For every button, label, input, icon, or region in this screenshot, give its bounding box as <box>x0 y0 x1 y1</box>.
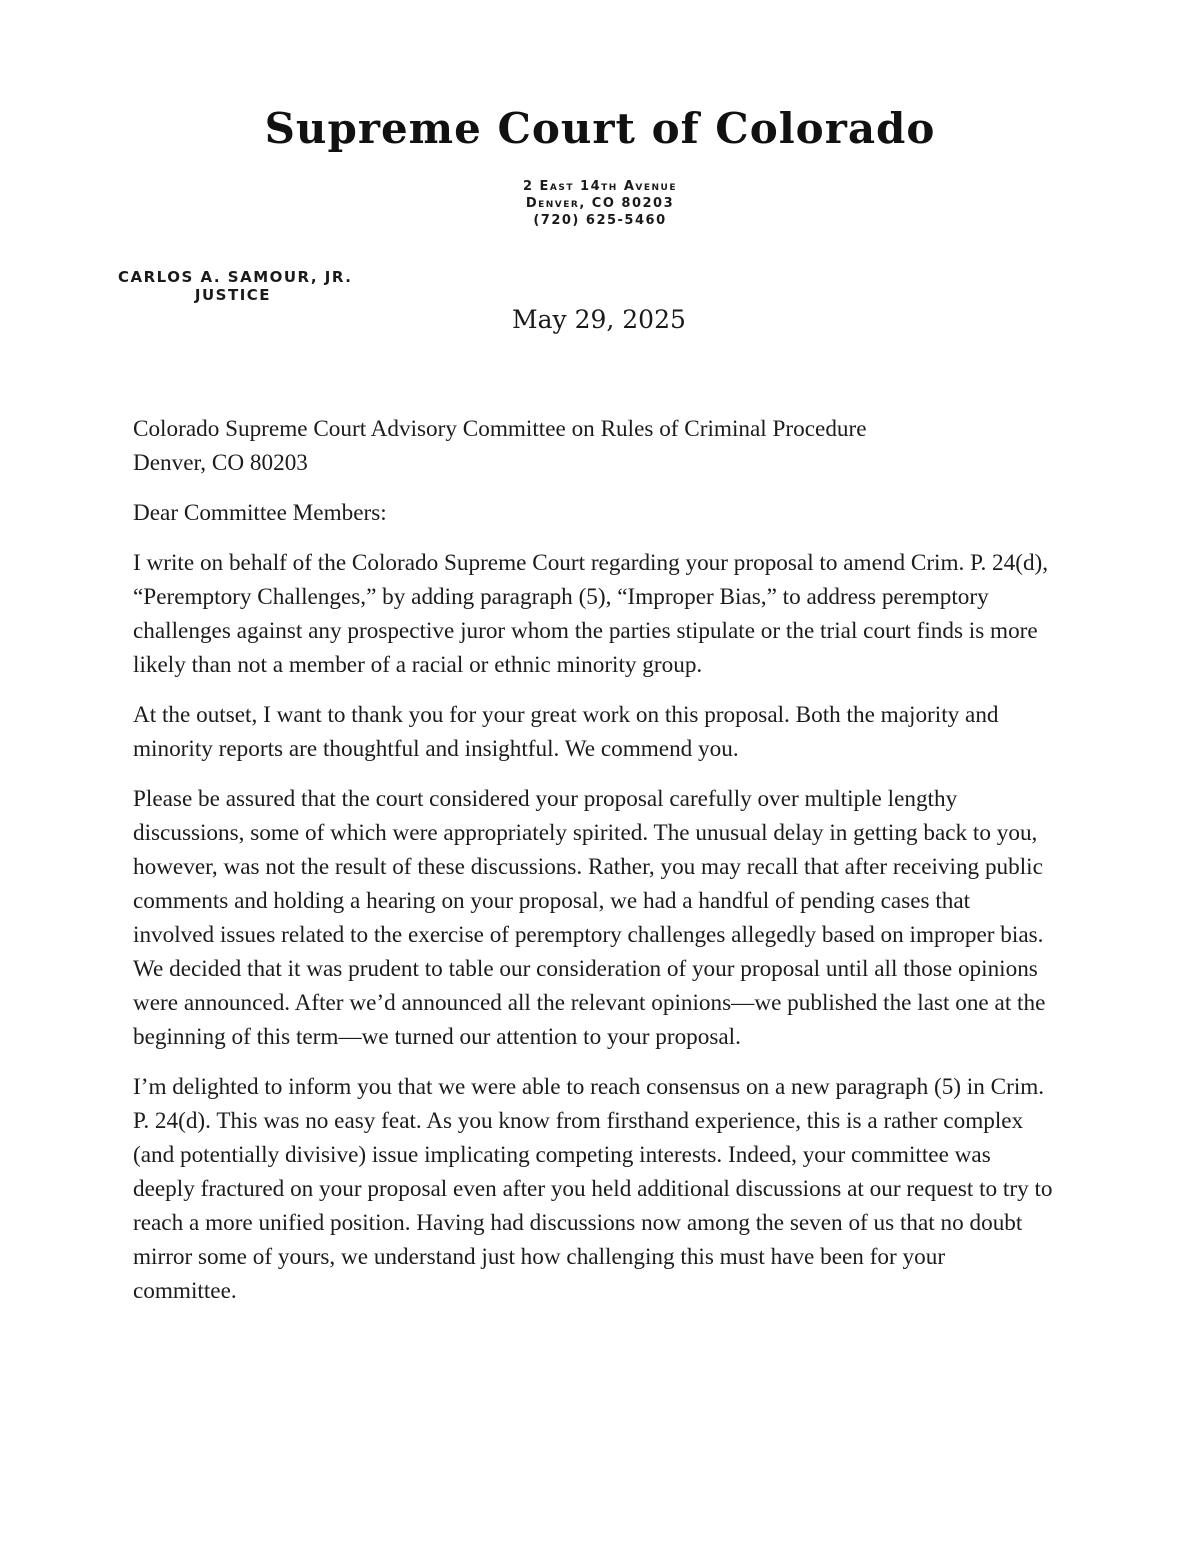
recipient-block <box>133 412 1053 480</box>
paragraph-4: I’m delighted to inform you that we were able to reach consensus on a new paragraph (5) in Crim. P. 24(d). This was no easy feat. As you know from firsthand experience, this is a rather complex (and potentially divisive) issue implicating competing interests. Indeed, your committee was deeply fractured on your proposal even after you held additional discussions at our request to try to reach a more unified position. Having had discussions now among the seven of us that no doubt mirror some of yours, we understand just how challenging this must have been for your committee. <box>133 1074 1053 1304</box>
recipient-line-2: Denver, CO 80203 <box>133 450 308 476</box>
sender-name: CARLOS A. SAMOUR, JR. <box>118 268 353 286</box>
letter-date: May 29, 2025 <box>512 305 686 334</box>
sender-title: JUSTICE <box>194 286 272 304</box>
court-address <box>0 178 1200 229</box>
salutation: Dear Committee Members: <box>133 500 387 526</box>
address-phone: (720) 625-5460 <box>533 213 667 228</box>
paragraph-2: At the outset, I want to thank you for your great work on this proposal. Both the majority and minority reports are thoughtful and insightful. We commend you. <box>133 702 999 762</box>
address-city: Denver, CO 80203 <box>525 196 675 211</box>
letter-body <box>133 412 1053 1324</box>
paragraph-1: I write on behalf of the Colorado Supreme Court regarding your proposal to amend Crim. P. 24(d), “Peremptory Challenges,” by adding paragraph (5), “Improper Bias,” to address peremptory challenges against any prospective juror whom the parties stipulate or the trial court finds is more likely than not a member of a racial or ethnic minority group. <box>133 550 1049 678</box>
sender-block <box>118 268 390 304</box>
address-street: 2 East 14th Avenue <box>522 179 677 194</box>
paragraph-3: Please be assured that the court considered your proposal carefully over multiple lengthy discussions, some of which were appropriately spirited. The unusual delay in getting back to you, however, was not the result of these discussions. Rather, you may recall that after receiving public comments and holding a hearing on your proposal, we had a handful of pending cases that involved issues related to the exercise of peremptory challenges allegedly based on improper bias. We decided that it was prudent to table our consideration of your proposal until all those opinions were announced. After we’d announced all the relevant opinions—we published the last one at the beginning of this term—we turned our attention to your proposal. <box>133 786 1046 1050</box>
court-letterhead-title: Supreme Court of Colorado <box>264 104 936 153</box>
recipient-line-1: Colorado Supreme Court Advisory Committee on Rules of Criminal Procedure <box>133 416 867 442</box>
